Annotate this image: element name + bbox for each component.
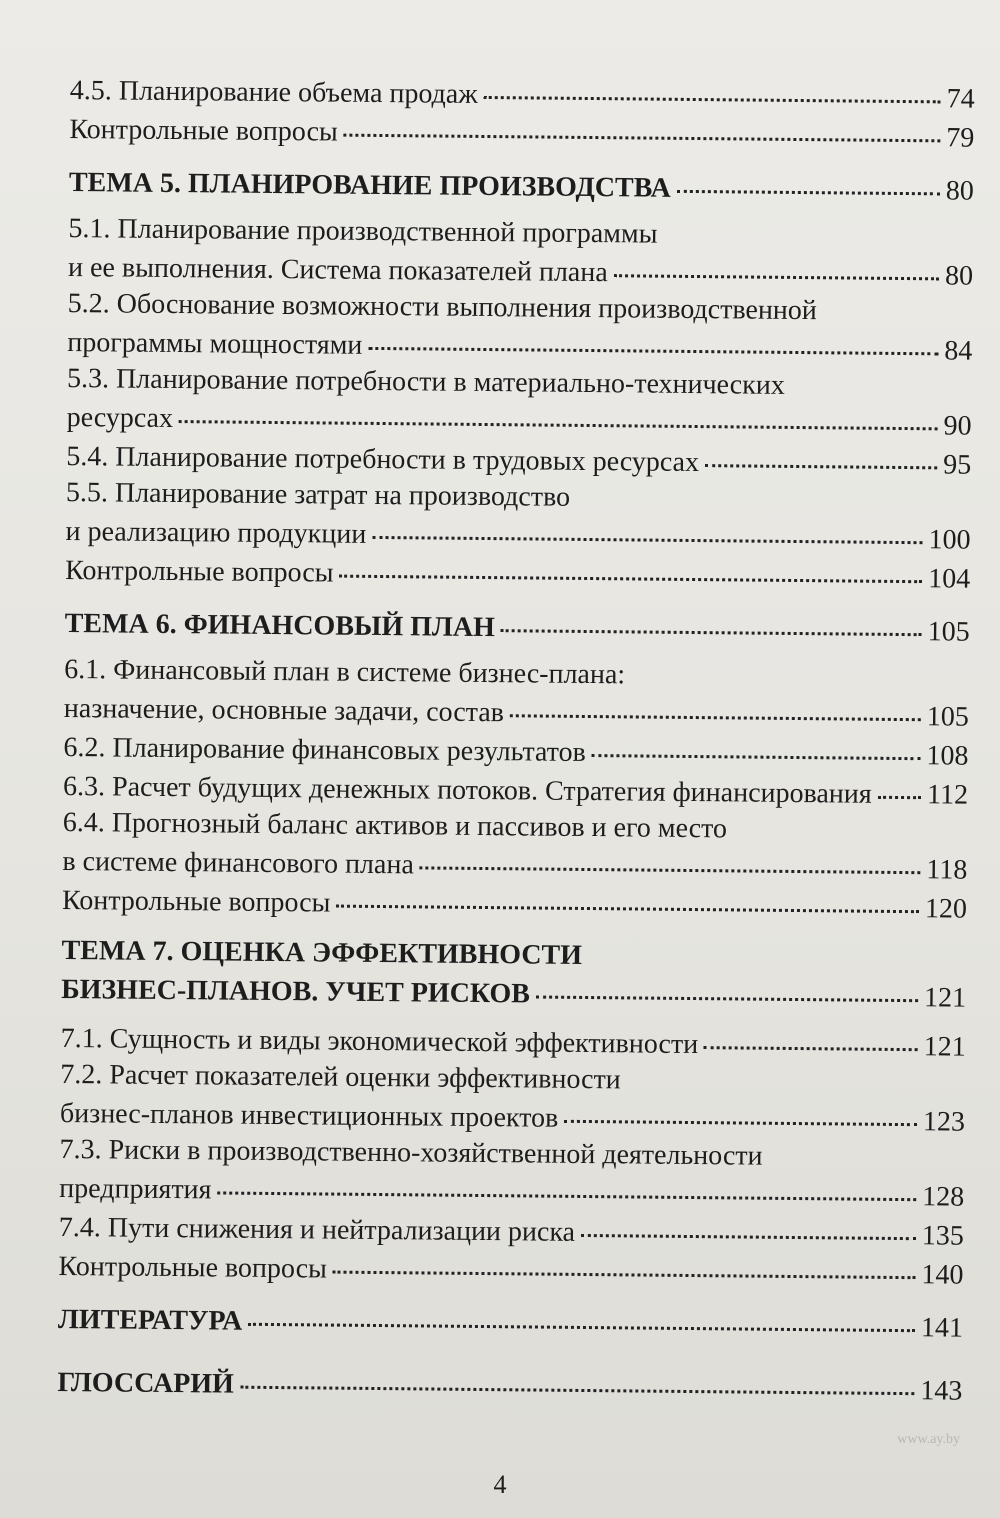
toc-entry-title: и реализацию продукции — [65, 515, 367, 550]
toc-entry-title: 7.4. Пути снижения и нейтрализации риска — [58, 1211, 576, 1248]
dot-leader — [704, 1020, 918, 1051]
toc-entry-page: 84 — [944, 335, 973, 367]
toc-entry-title: 7.2. Расчет показателей оценки эффективности — [60, 1058, 621, 1096]
toc-entry-title: ресурсах — [66, 401, 174, 435]
toc-entry-title: 6.1. Финансовый план в системе бизнес-плана: — [64, 653, 626, 691]
toc-entry-title: Контрольные вопросы — [65, 554, 334, 589]
watermark: www.ay.by — [897, 1432, 960, 1447]
toc-entry — [68, 211, 974, 295]
table-of-contents — [57, 70, 975, 1420]
toc-entry-title: БИЗНЕС-ПЛАНОВ. УЧЕТ РИСКОВ — [61, 973, 531, 1010]
toc-entry-title: 7.3. Риски в производственно-хозяйственной деятельности — [59, 1133, 763, 1172]
dot-leader — [564, 1094, 917, 1126]
dot-leader — [420, 840, 921, 874]
dot-leader — [614, 248, 940, 280]
toc-entry-title: Контрольные вопросы — [69, 113, 338, 148]
toc-entry-page: 104 — [928, 563, 971, 595]
toc-entry-page: 121 — [923, 1031, 966, 1063]
toc-entry-title: 5.4. Планирование потребности в трудовых ресурсах — [66, 440, 700, 479]
toc-entry — [59, 1132, 965, 1216]
toc-entry-title: предприятия — [59, 1172, 212, 1206]
dot-leader — [217, 1165, 916, 1201]
toc-entry-title: ТЕМА 6. ФИНАНСОВЫЙ ПЛАН — [64, 607, 496, 644]
toc-entry-title: в системе финансового плана — [62, 845, 414, 881]
toc-entry-title: 5.1. Планирование производственной программы — [68, 212, 658, 250]
toc-entry — [61, 933, 967, 1017]
dot-leader — [501, 603, 922, 636]
dot-leader — [333, 1245, 916, 1280]
toc-entry-title: ТЕМА 5. ПЛАНИРОВАНИЕ ПРОИЗВОДСТВА — [68, 166, 671, 204]
toc-entry-page: 112 — [926, 779, 969, 811]
toc-entry — [67, 286, 973, 370]
toc-entry-page: 123 — [922, 1106, 966, 1138]
dot-leader — [372, 510, 923, 544]
toc-entry-title: ЛИТЕРАТУРА — [57, 1303, 243, 1337]
toc-entry-title: 7.1. Сущность и виды экономической эффективности — [60, 1022, 699, 1061]
dot-leader — [878, 770, 922, 799]
toc-entry-page: 140 — [921, 1259, 964, 1291]
toc-entry-title: Контрольные вопросы — [61, 884, 331, 919]
toc-entry-page: 90 — [943, 410, 972, 442]
toc-entry-page: 105 — [927, 616, 970, 648]
toc-entry — [62, 805, 968, 889]
toc-entry-title: ТЕМА 7. ОЦЕНКА ЭФФЕКТИВНОСТИ — [61, 934, 583, 971]
toc-entry-title: Контрольные вопросы — [58, 1250, 328, 1285]
toc-entry-page: 80 — [945, 175, 975, 207]
dot-leader — [510, 688, 921, 721]
toc-entry-page: 143 — [920, 1375, 963, 1407]
toc-entry-title: 6.2. Планирование финансовых результатов — [63, 731, 586, 768]
toc-entry-page: 95 — [943, 449, 972, 481]
toc-entry-title: и ее выполнения. Система показателей плана — [67, 251, 608, 289]
toc-entry-page: 105 — [926, 701, 969, 733]
dot-leader — [536, 970, 918, 1003]
toc-entry — [66, 361, 972, 445]
toc-entry-title: 6.3. Расчет будущих денежных потоков. Стратегия финансирования — [62, 770, 872, 810]
toc-entry-title: ГЛОССАРИЙ — [57, 1366, 235, 1400]
dot-leader — [484, 70, 941, 103]
toc-entry — [64, 652, 970, 736]
toc-entry-page: 100 — [928, 524, 971, 556]
toc-entry-page: 141 — [920, 1312, 964, 1344]
toc-entry-title: 6.4. Прогнозный баланс активов и пассивов и его место — [62, 806, 728, 845]
toc-entry-page: 128 — [922, 1181, 965, 1213]
page-number: 4 — [493, 1470, 507, 1499]
toc-entry-title: бизнес-планов инвестиционных проектов — [59, 1097, 559, 1134]
toc-entry-title: программы мощностями — [67, 326, 363, 361]
toc-entry — [65, 475, 971, 559]
toc-entry-page: 120 — [924, 893, 968, 925]
dot-leader — [344, 108, 941, 143]
toc-entry-page: 74 — [946, 83, 975, 115]
dot-leader — [677, 164, 940, 196]
dot-leader — [368, 321, 938, 355]
dot-leader — [340, 549, 923, 584]
dot-leader — [179, 394, 938, 430]
dot-leader — [705, 438, 937, 469]
toc-entry-title: 5.5. Планирование затрат на производство — [65, 476, 571, 513]
toc-entry-title: 4.5. Планирование объема продаж — [69, 74, 478, 110]
toc-entry-page: 79 — [946, 122, 975, 154]
toc-entry-page: 108 — [926, 740, 969, 772]
toc-entry-title: 5.2. Обоснование возможности выполнения производственной — [67, 287, 817, 327]
toc-entry — [60, 1057, 966, 1141]
dot-leader — [248, 1297, 915, 1332]
toc-entry-page: 121 — [923, 982, 967, 1014]
dot-leader — [592, 728, 921, 760]
toc-entry-title: 5.3. Планирование потребности в материально-технических — [66, 362, 785, 401]
toc-entry-title: назначение, основные задачи, состав — [63, 692, 505, 729]
toc-entry-page: 135 — [921, 1220, 964, 1252]
dot-leader — [336, 879, 919, 914]
dot-leader — [581, 1208, 916, 1240]
toc-entry-page: 118 — [926, 854, 968, 886]
dot-leader — [240, 1360, 915, 1395]
toc-entry-page: 80 — [944, 260, 974, 292]
